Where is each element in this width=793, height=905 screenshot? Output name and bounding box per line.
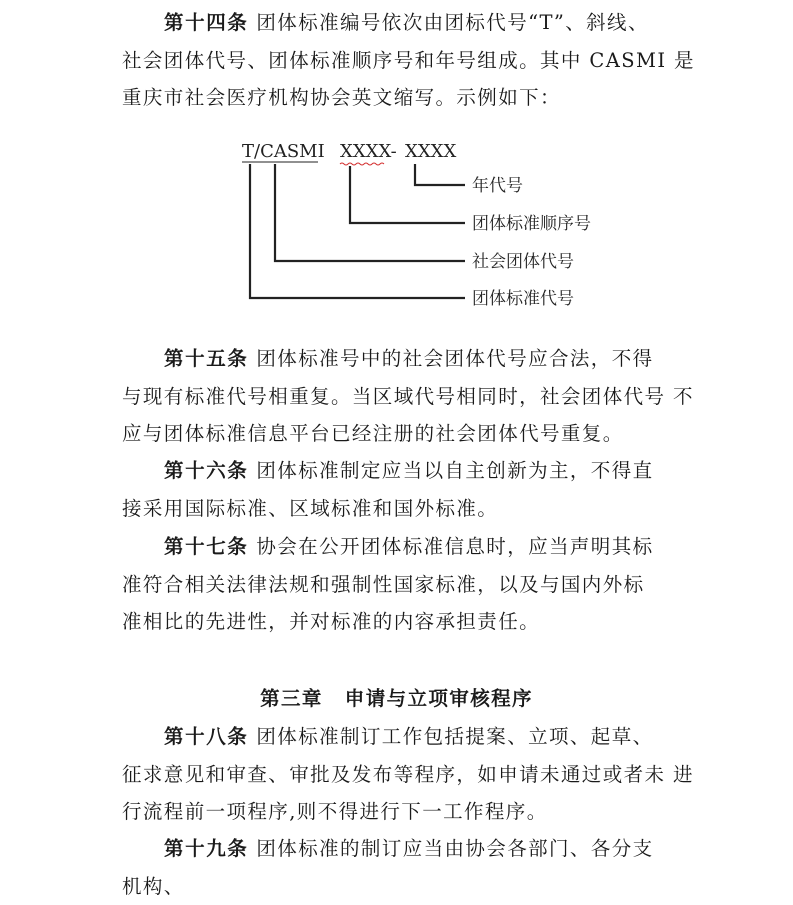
- article-18-line-3: 行流程前一项程序,则不得进行下一工作程序。: [122, 793, 682, 831]
- article-17-line-3: 准相比的先进性，并对标准的内容承担责任。: [122, 603, 682, 641]
- chapter-3-title: 申请与立项审核程序: [345, 687, 533, 710]
- article-16-line-2: 接采用国际标准、区域标准和国外标准。: [122, 490, 682, 528]
- article-18-title: 第十八条: [164, 725, 248, 748]
- label-year: 年代号: [472, 175, 523, 196]
- year-connector: [415, 164, 465, 185]
- article-15-line-3: 应与团体标准信息平台已经注册的社会团体代号重复。: [122, 415, 682, 453]
- article-14: [122, 4, 682, 117]
- article-15-text-1: 团体标准号中的社会团体代号应合法，不得: [256, 347, 653, 370]
- article-15-line-2: 与现有标准代号相重复。当区域代号相同时，社会团体代号 不: [122, 378, 682, 416]
- code-sequence: XXXX-: [340, 141, 397, 162]
- chapter-3-heading: [0, 680, 793, 717]
- article-16-text-1: 团体标准制定应当以自主创新为主，不得直: [256, 459, 653, 482]
- article-17-text-1: 协会在公开团体标准信息时，应当声明其标: [256, 535, 653, 558]
- chapter-3-number: 第三章: [260, 687, 323, 710]
- article-19-line-2: 机构、: [122, 868, 682, 905]
- article-19: [122, 830, 682, 905]
- article-14-title: 第十四条: [164, 11, 248, 34]
- article-16: [122, 452, 682, 527]
- article-15-title: 第十五条: [164, 347, 248, 370]
- article-14-line-3: 重庆市社会医疗机构协会英文缩写。示例如下：: [122, 79, 682, 117]
- article-14-line-2: 社会团体代号、团体标准顺序号和年号组成。其中 CASMI 是: [122, 42, 682, 80]
- article-15: [122, 340, 682, 453]
- article-17: [122, 528, 682, 641]
- code-prefix: T/CASMI: [242, 141, 325, 162]
- article-16-line-1: [122, 452, 682, 490]
- article-18: [122, 718, 682, 831]
- standard-code-diagram: [230, 130, 630, 320]
- spellcheck-underline: [340, 163, 384, 165]
- sequence-connector: [350, 166, 465, 223]
- article-19-title: 第十九条: [164, 837, 248, 860]
- org-connector: [275, 164, 465, 261]
- article-14-text-1: 团体标准编号依次由团标代号“T”、斜线、: [256, 11, 648, 34]
- label-standard: 团体标准代号: [472, 289, 574, 309]
- article-18-text-1: 团体标准制订工作包括提案、立项、起草、: [256, 725, 653, 748]
- article-19-line-1: [122, 830, 682, 868]
- code-year: XXXX: [405, 141, 456, 162]
- label-sequence: 团体标准顺序号: [472, 214, 591, 234]
- article-17-title: 第十七条: [164, 535, 248, 558]
- article-17-line-1: [122, 528, 682, 566]
- article-18-line-1: [122, 718, 682, 756]
- article-16-title: 第十六条: [164, 459, 248, 482]
- article-15-line-1: [122, 340, 682, 378]
- article-17-line-2: 准符合相关法律法规和强制性国家标准，以及与国内外标: [122, 566, 682, 604]
- article-19-text-1: 团体标准的制订应当由协会各部门、各分支: [256, 837, 653, 860]
- article-18-line-2: 征求意见和审查、审批及发布等程序，如申请未通过或者未 进: [122, 756, 682, 794]
- label-org: 社会团体代号: [472, 252, 574, 272]
- article-14-line-1: [122, 4, 682, 42]
